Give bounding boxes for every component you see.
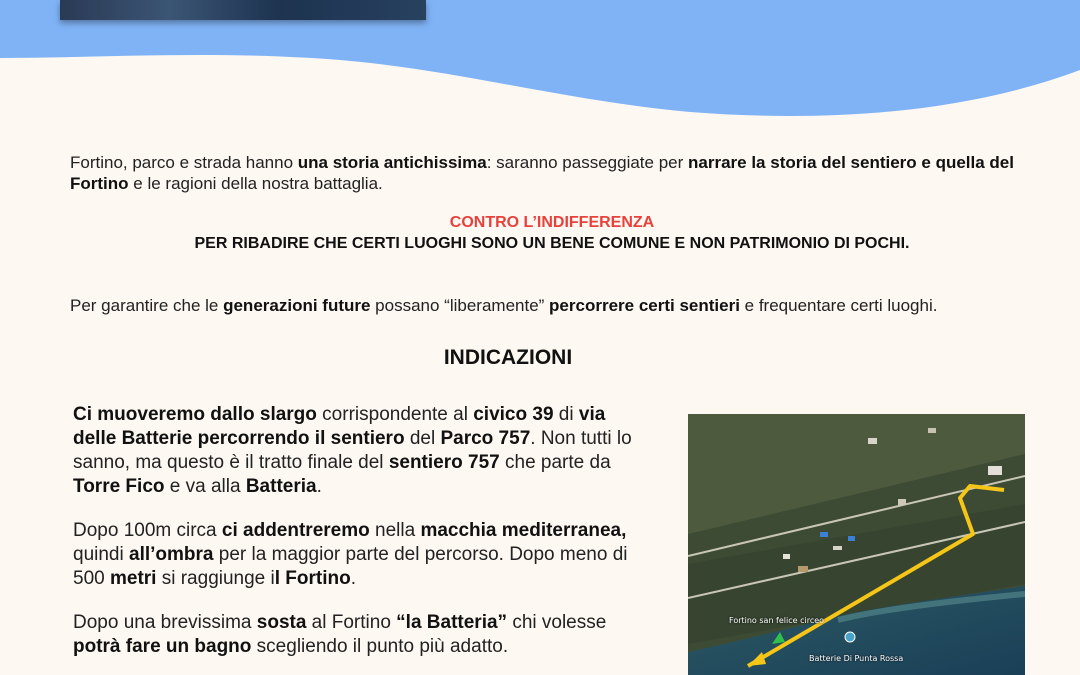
directions-paragraph-2: Dopo 100m circa ci addentreremo nella macchia mediterranea, quindi all’ombra per la maggior parte del percorso. Dopo meno di 500 metri si raggiunge il Fortino.	[73, 520, 628, 589]
indicazioni-heading: INDICAZIONI	[443, 346, 573, 369]
map-label-batterie: Batterie Di Punta Rossa	[809, 654, 904, 663]
route-map	[688, 414, 1025, 675]
map-label-fortino: Fortino san felice circeo	[729, 616, 825, 625]
satellite-map	[688, 414, 1025, 675]
garantire-paragraph: Per garantire che le generazioni future possano “liberamente” percorrere certi sentieri e frequentare certi luoghi.	[70, 296, 938, 315]
batterie-pin-icon	[845, 632, 855, 642]
header-photo	[60, 0, 426, 20]
directions-paragraph-1: Ci muoveremo dallo slargo corrispondente al civico 39 di via delle Batterie percorrendo il sentiero del Parco 757. Non tutti lo sanno, ma questo è il tratto finale del sentiero 757 che parte da Torre Fico e va alla Batteria.	[73, 404, 632, 497]
directions-paragraph-3: Dopo una brevissima sosta al Fortino “la Batteria” chi volesse potrà fare un bagno scegliendo il punto più adatto.	[73, 612, 607, 657]
intro-paragraph: Fortino, parco e strada hanno una storia antichissima: saranno passeggiate per narrare la storia del sentiero e quella del Fortino e le ragioni della nostra battaglia.	[70, 153, 1014, 193]
slogan-ribadire: PER RIBADIRE CHE CERTI LUOGHI SONO UN BENE COMUNE E NON PATRIMONIO DI POCHI.	[194, 235, 910, 252]
slogan-contro: CONTRO L’INDIFFERENZA	[449, 214, 655, 231]
